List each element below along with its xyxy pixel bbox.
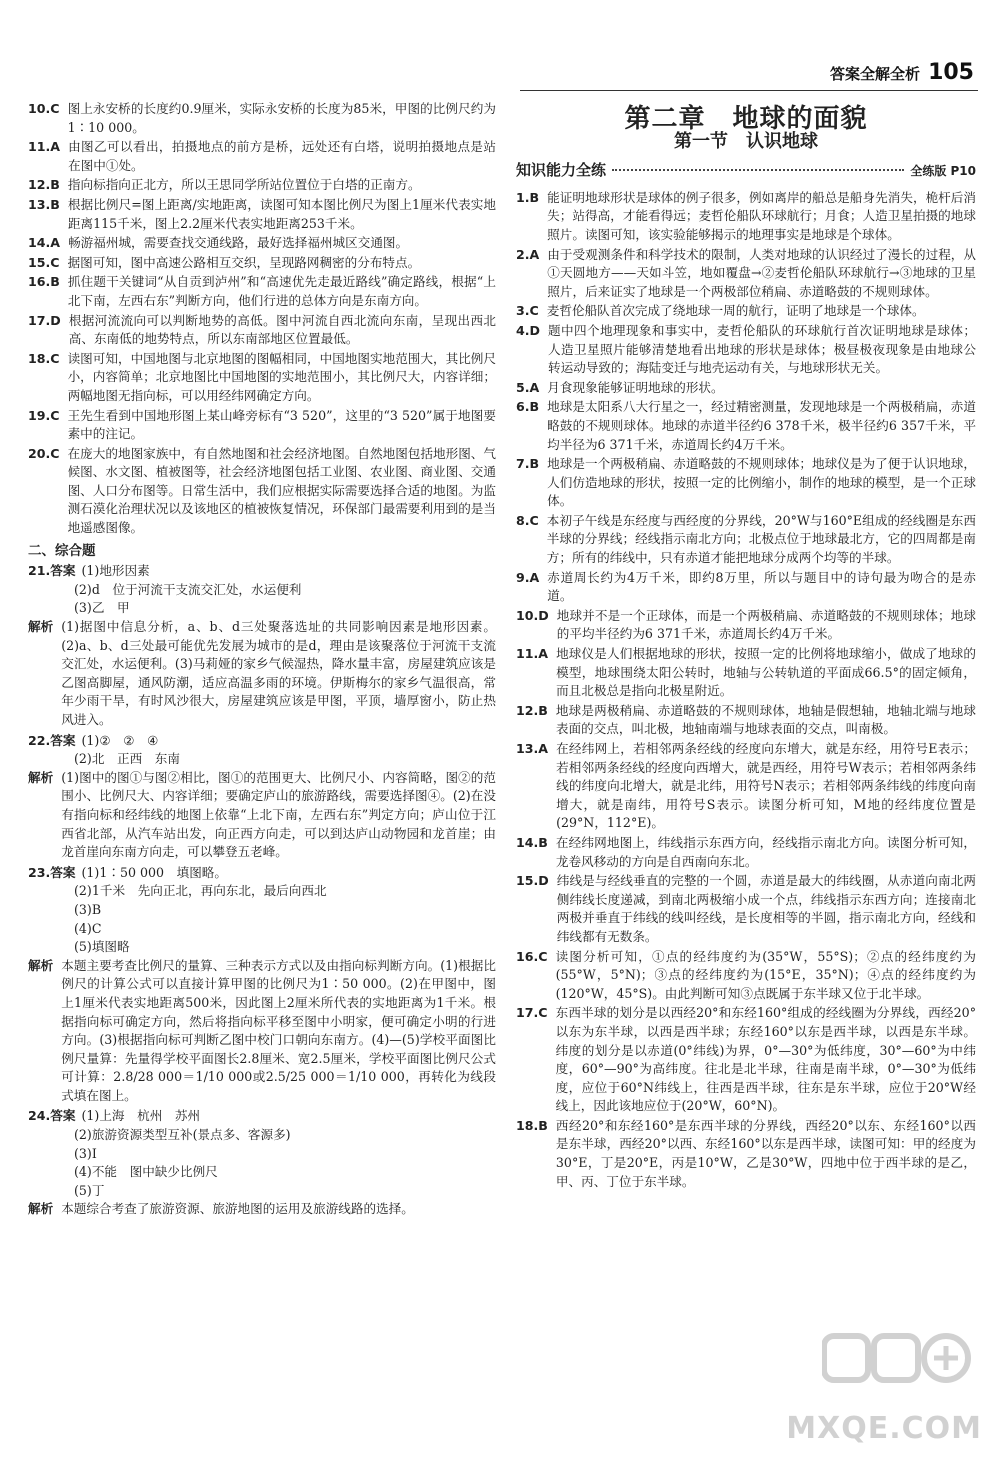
answer-text: 地球并不是一个正球体，而是一个两极稍扁、赤道略鼓的不规则球体；地球的平均半径约为6 371千米，赤道周长约4万千米。 — [556, 607, 976, 642]
answer-line: (2)d 位于河流干支流交汇处，水运便利 — [74, 581, 302, 597]
answer-item — [516, 322, 976, 378]
explanation — [28, 769, 496, 862]
answer-item — [516, 569, 976, 606]
answer-number: 16.B — [28, 274, 60, 290]
answer-item — [516, 1004, 976, 1116]
answer-item — [28, 196, 496, 233]
answer-line: (3)乙 甲 — [74, 600, 130, 616]
answer-item — [28, 273, 496, 310]
answer-22 — [28, 732, 496, 862]
answer-number: 12.B — [28, 177, 60, 193]
answer-number: 24.答案 — [28, 1108, 76, 1124]
answer-item — [516, 455, 976, 511]
answer-item — [28, 254, 496, 273]
left-answer-list — [28, 100, 496, 538]
dotted-leader — [612, 169, 904, 171]
answer-item — [516, 1117, 976, 1191]
watermark — [786, 1326, 982, 1446]
answer-number: 12.B — [516, 702, 548, 718]
answer-item — [28, 407, 496, 444]
answer-head — [28, 864, 496, 883]
answer-text: 读图可知，中国地图与北京地图的图幅相同，中国地图实地范围大，其比例尺小，内容简单；北京地图比中国地图的实地范围小，其比例尺大，内容详细；两幅地图无指向标，可以用经纬网确定方向。 — [67, 350, 496, 403]
answer-number: 10.C — [28, 101, 60, 116]
answer-number: 8.C — [516, 512, 539, 528]
answer-number: 23.答案 — [28, 864, 76, 880]
answer-number: 19.C — [28, 407, 60, 423]
answer-text: 根据比例尺=图上距离/实地距离，读图可知本图比例尺为图上1厘米代表实地距离115千米，图上2.2厘米代表实地距离253千米。 — [67, 196, 496, 231]
answer-item — [516, 948, 976, 1004]
explanation-text: (1)图中的图①与图②相比，图①的范围更大、比例尺小、内容简略，图②的范围小、比例尺大、内容详细；要确定庐山的旅游路线，需要选择图④。(2)在没有指向标和经纬线的地图上依靠“上北下南，左西右东”判定方向；庐山位于江西省北部，从汽车站出发，向正西方向走，可以到达庐山动物园和龙首崖；由龙首崖向东南方向走，可以攀登五老峰。 — [61, 769, 496, 860]
explanation-label: 解析 — [28, 619, 54, 635]
answer-text: 能证明地球形状是球体的例子很多，例如离岸的船总是船身先消失，桅杆后消失；站得高，才能看得远；麦哲伦船队环球航行；月食；人造卫星拍摄的地球照片。读图可知，该实验能够揭示的地理事实是地球是个球体。 — [547, 189, 976, 242]
answer-number: 16.C — [516, 948, 548, 964]
answer-text: 题中四个地理现象和事实中，麦哲伦船队的环球航行首次证明地球是球体；人造卫星照片能够清楚地看出地球的形状是球体；极昼极夜现象是由地球公转运动导致的；海陆变迁与地壳运动有关，与地球形状无关。 — [548, 322, 976, 376]
explanation — [28, 618, 496, 730]
answer-line: (5)丁 — [74, 1182, 105, 1198]
answer-text: 畅游福州城，需要查找交通线路，最好选择福州城区交通图。 — [68, 235, 409, 251]
answer-item — [516, 607, 976, 644]
explanation — [28, 1200, 496, 1219]
answer-number: 21.答案 — [28, 563, 76, 579]
left-column — [28, 100, 496, 1221]
answer-number: 13.A — [516, 741, 549, 756]
answer-23 — [28, 864, 496, 1106]
answer-line: (3)I — [74, 1145, 97, 1161]
answer-number: 13.B — [28, 196, 60, 212]
answer-item — [516, 872, 976, 946]
answer-item — [516, 302, 976, 321]
answer-number: 14.A — [28, 235, 61, 251]
right-answer-list — [516, 189, 976, 1191]
answer-item — [516, 512, 976, 568]
chapter-title: 第二章 地球的面貌 — [624, 104, 868, 134]
practice-reference: 全练版 P10 — [910, 164, 976, 179]
answer-item — [28, 138, 496, 175]
answer-number: 11.A — [516, 646, 549, 662]
answer-line: (2)旅游资源类型互补(景点多、客源多) — [74, 1127, 291, 1143]
answer-text: 在经纬网上，若相邻两条经线的经度向东增大，就是东经，用符号E表示；若相邻两条经线的经度向西增大，就是西经，用符号W表示；若相邻两条纬线的纬度向北增大，就是北纬，用符号N表示；若相邻两条纬线的纬度向南增大，就是南纬，用符号S表示。读图分析可知，M地的经纬度位置是(29°N，112°E)。 — [556, 741, 976, 831]
explanation-text: 本题综合考查了旅游资源、旅游地图的运用及旅游线路的选择。 — [61, 1201, 414, 1217]
answer-text: 麦哲伦船队首次完成了绕地球一周的航行，证明了地球是一个球体。 — [546, 303, 925, 319]
answer-number: 4.D — [516, 322, 541, 338]
answer-text: 指向标指向正北方，所以王思同学所站位置位于白塔的正南方。 — [67, 177, 421, 193]
answer-item — [28, 350, 496, 406]
answer-item — [516, 189, 976, 245]
answer-item — [516, 246, 976, 302]
answer-text: 东西半球的划分是以西经20°和东经160°组成的经线圈为分界线，西经20°以东为东半球，以西是西半球；东经160°以东是西半球，以西是东半球。纬度的划分是以赤道(0°纬线)为界，0°—30°为低纬度，30°—60°为中纬度，60°—90°为高纬度。往北是北半球，往南是南半球，0°—30°为低纬度，应位于60°N纬线上，往西是西半球，往东是东半球，应位于20°W经线上，因此该地应位于(20°W，60°N)。 — [555, 1005, 976, 1114]
answer-item — [516, 740, 976, 833]
answer-item — [28, 100, 496, 137]
answer-text: 地球是两极稍扁、赤道略鼓的不规则球体，地轴是假想轴，地轴北端与地球表面的交点，叫北极，地轴南端与地球表面的交点，叫南极。 — [555, 702, 976, 737]
answer-item — [516, 379, 976, 398]
answer-text: 地球仪是人们根据地球的形状，按照一定的比例将地球缩小，做成了地球的模型，地球围绕太阳公转时，地轴与公转轨道的平面成66.5°的固定倾角，而且北极总是指向北极星附近。 — [556, 646, 976, 699]
explanation-text: 本题主要考查比例尺的量算、三种表示方式以及由指向标判断方向。(1)根据比例尺的计算公式可以直接计算甲图的比例尺为1∶50 000。(2)在甲图中，图上1厘米代表实地距离500米，因此图上2厘米所代表的实地距离为1千米。根据指向标可确定方向，然后将指向标平移至图中小明家，便可确定小明的行进方向。(3)根据指向标可判断乙图中校门口朝向东南方。(4)—(5)学校平面图比例尺量算：先量得学校平面图长2.8厘米、宽2.5厘米，学校平面图比例尺公式可计算：2.8/28 000＝1/10 000或2.5/25 000＝1/10 000，再转化为线段式填在图上。 — [61, 957, 496, 1103]
section-title-comprehensive: 二、综合题 — [28, 542, 96, 559]
explanation-label: 解析 — [28, 1201, 54, 1217]
header-rule — [520, 90, 978, 91]
answer-line: (3)B — [74, 901, 102, 917]
explanation-label: 解析 — [28, 957, 54, 973]
answer-line: (2)1千米 先向正北，再向东北，最后向西北 — [74, 883, 327, 899]
answer-line: (1)② ② ④ — [81, 732, 159, 748]
answer-number: 17.C — [516, 1005, 548, 1021]
answer-text: 月食现象能够证明地球的形状。 — [547, 379, 724, 395]
answer-text: 在庞大的地图家族中，有自然地图和社会经济地图。自然地图包括地形图、气候图、水文图、植被图等，社会经济地图包括工业图、农业图、商业图、交通图、人口分布图等。日常生活中，我们应根据实际需要选择合适的地图。为监测石漠化治理状况以及该地区的植被恢复情况，环保部门最需要利用到的是当地遥感图像。 — [67, 445, 496, 536]
practice-title: 知识能力全练 — [516, 161, 607, 180]
answer-text: 由图乙可以看出，拍摄地点的前方是桥，远处还有白塔，说明拍摄地点是站在图中①处。 — [68, 139, 496, 173]
explanation-text: (1)据图中信息分析，a、b、d三处聚落选址的共同影响因素是地形因素。(2)a、b、d三处最可能优先发展为城市的是d，理由是该聚落位于河流干支流交汇处，水运便利。(3)马莉娅的家乡气候湿热，降水量丰富，房屋建筑应该是乙图高脚屋，通风防潮，适应高温多雨的环境。伊斯梅尔的家乡气温很高，常年少雨干旱，有时风沙很大，房屋建筑应该是甲图，平顶，墙厚窗小，防止热风进入。 — [61, 619, 496, 727]
answer-text: 西经20°和东经160°是东西半球的分界线，西经20°以东、东经160°以西是东半球，西经20°以西、东经160°以东是西半球，读图可知：甲的经度为30°E，丁是20°E，丙是10°W，乙是30°W，四地中位于西半球的是乙，甲、丙、丁位于东半球。 — [555, 1117, 976, 1189]
explanation — [28, 957, 496, 1106]
answer-item — [28, 445, 496, 538]
watermark-text: MXQE.COM — [786, 1411, 982, 1446]
answer-line: (4)C — [74, 920, 102, 936]
right-column — [516, 104, 976, 1192]
answer-number: 11.A — [28, 139, 61, 155]
answer-number: 1.B — [516, 189, 540, 205]
answer-number: 18.C — [28, 350, 60, 366]
answer-number: 5.A — [516, 379, 540, 395]
answer-number: 17.D — [28, 312, 61, 328]
answer-number: 22.答案 — [28, 732, 76, 748]
answer-text: 纬线是与经线垂直的完整的一个圆，赤道是最大的纬线圈，从赤道向南北两侧纬线长度递减，到南北两极缩小成一个点，纬线指示东西方向；连接南北两极并垂直于纬线的线叫经线，是长度相等的半圆，指示南北方向，经线和纬线都有无数条。 — [556, 873, 976, 944]
practice-bar — [516, 161, 976, 181]
answer-number: 3.C — [516, 303, 539, 319]
answer-number: 6.B — [516, 399, 540, 415]
answer-number: 2.A — [516, 246, 540, 262]
answer-head — [28, 562, 496, 581]
answer-text: 抓住题干关键词“从自贡到泸州”和“高速优先走最近路线”确定路线，根据“上北下南，左西右东”判断方向，他们行进的总体方向是东南方向。 — [67, 274, 496, 308]
answer-item — [516, 645, 976, 701]
answer-text: 在经纬网地图上，纬线指示东西方向，经线指示南北方向。读图分析可知，龙卷风移动的方向是自西南向东北。 — [555, 834, 976, 869]
answer-item — [28, 176, 496, 195]
answer-24 — [28, 1107, 496, 1219]
answer-number: 7.B — [516, 456, 540, 472]
answer-text: 赤道周长约为4万千米，即约8万里，所以与题目中的诗句最为吻合的是赤道。 — [547, 569, 976, 604]
header-label: 答案全解全析 — [830, 65, 921, 83]
answer-item — [516, 398, 976, 454]
answer-line: (1)1∶50 000 填图略。 — [81, 864, 227, 880]
answer-head — [28, 732, 496, 751]
page-header — [830, 60, 974, 85]
answer-line: (1)上海 杭州 苏州 — [81, 1108, 201, 1124]
answer-line: (5)填图略 — [74, 939, 130, 955]
answer-item — [28, 234, 496, 253]
explanation-label: 解析 — [28, 769, 54, 785]
answer-text: 地球是太阳系八大行星之一，经过精密测量，发现地球是一个两极稍扁，赤道略鼓的不规则球体。地球的赤道半径约6 378千米，极半径约6 357千米，平均半径为6 371千米，赤道周长约4万千米。 — [547, 399, 976, 452]
answer-item — [516, 834, 976, 871]
answer-number: 10.D — [516, 607, 549, 623]
answer-item — [516, 702, 976, 739]
answer-text: 地球是一个两极稍扁、赤道略鼓的不规则球体；地球仪是为了便于认识地球，人们仿造地球的形状，按照一定的比例缩小，制作的地球的模型，是一个正球体。 — [547, 456, 976, 509]
answer-number: 14.B — [516, 834, 548, 850]
answer-text: 据图可知，图中高速公路相互交织，呈现路网稠密的分布特点。 — [67, 254, 421, 270]
answer-text: 王先生看到中国地形图上某山峰旁标有“3 520”，这里的“3 520”属于地图要素中的注记。 — [67, 407, 496, 442]
answer-number: 15.C — [28, 254, 60, 270]
page-number: 105 — [928, 60, 974, 85]
watermark-logo-icon — [822, 1326, 972, 1406]
answer-text: 根据河流流向可以判断地势的高低。图中河流自西北流向东南，呈现出西北高、东南低的地势特点，所以东南部地区位置最低。 — [68, 312, 496, 347]
answer-head — [28, 1107, 496, 1126]
answer-number: 15.D — [516, 873, 549, 889]
answer-line: (1)地形因素 — [81, 563, 150, 579]
answer-text: 本初子午线是东经度与西经度的分界线，20°W与160°E组成的经线圈是东西半球的分界线；经线指示南北方向；北极点位于地球最北方，它的四周都是南方；所有的纬线中，只有赤道才能把地球分成两个均等的半球。 — [546, 512, 976, 566]
answer-text: 由于受观测条件和科学技术的限制，人类对地球的认识经过了漫长的过程，从①天圆地方——天如斗笠，地如覆盘→②麦哲伦船队环球航行→③地球的卫星照片，后来证实了地球是一个两极部位稍扁、赤道略鼓的不规则球体。 — [547, 246, 976, 299]
answer-text: 读图分析可知，①点的经纬度约为(35°W，55°S)；②点的经纬度约为(55°W，5°N)；③点的经纬度约为(15°E，35°N)；④点的经纬度约为(120°W，45°S)。由此判断可知③点既属于东半球又位于北半球。 — [555, 948, 976, 1001]
answer-21 — [28, 562, 496, 729]
answer-line: (4)不能 图中缺少比例尺 — [74, 1164, 218, 1180]
answer-number: 18.B — [516, 1117, 548, 1133]
answer-line: (2)北 正西 东南 — [74, 751, 180, 767]
answer-number: 9.A — [516, 569, 540, 585]
section-subtitle: 第一节 认识地球 — [674, 130, 818, 152]
answer-item — [28, 312, 496, 349]
answer-text: 图上永安桥的长度约0.9厘米，实际永安桥的长度为85米，甲图的比例尺约为1∶10 000。 — [67, 101, 496, 135]
answer-number: 20.C — [28, 445, 60, 461]
